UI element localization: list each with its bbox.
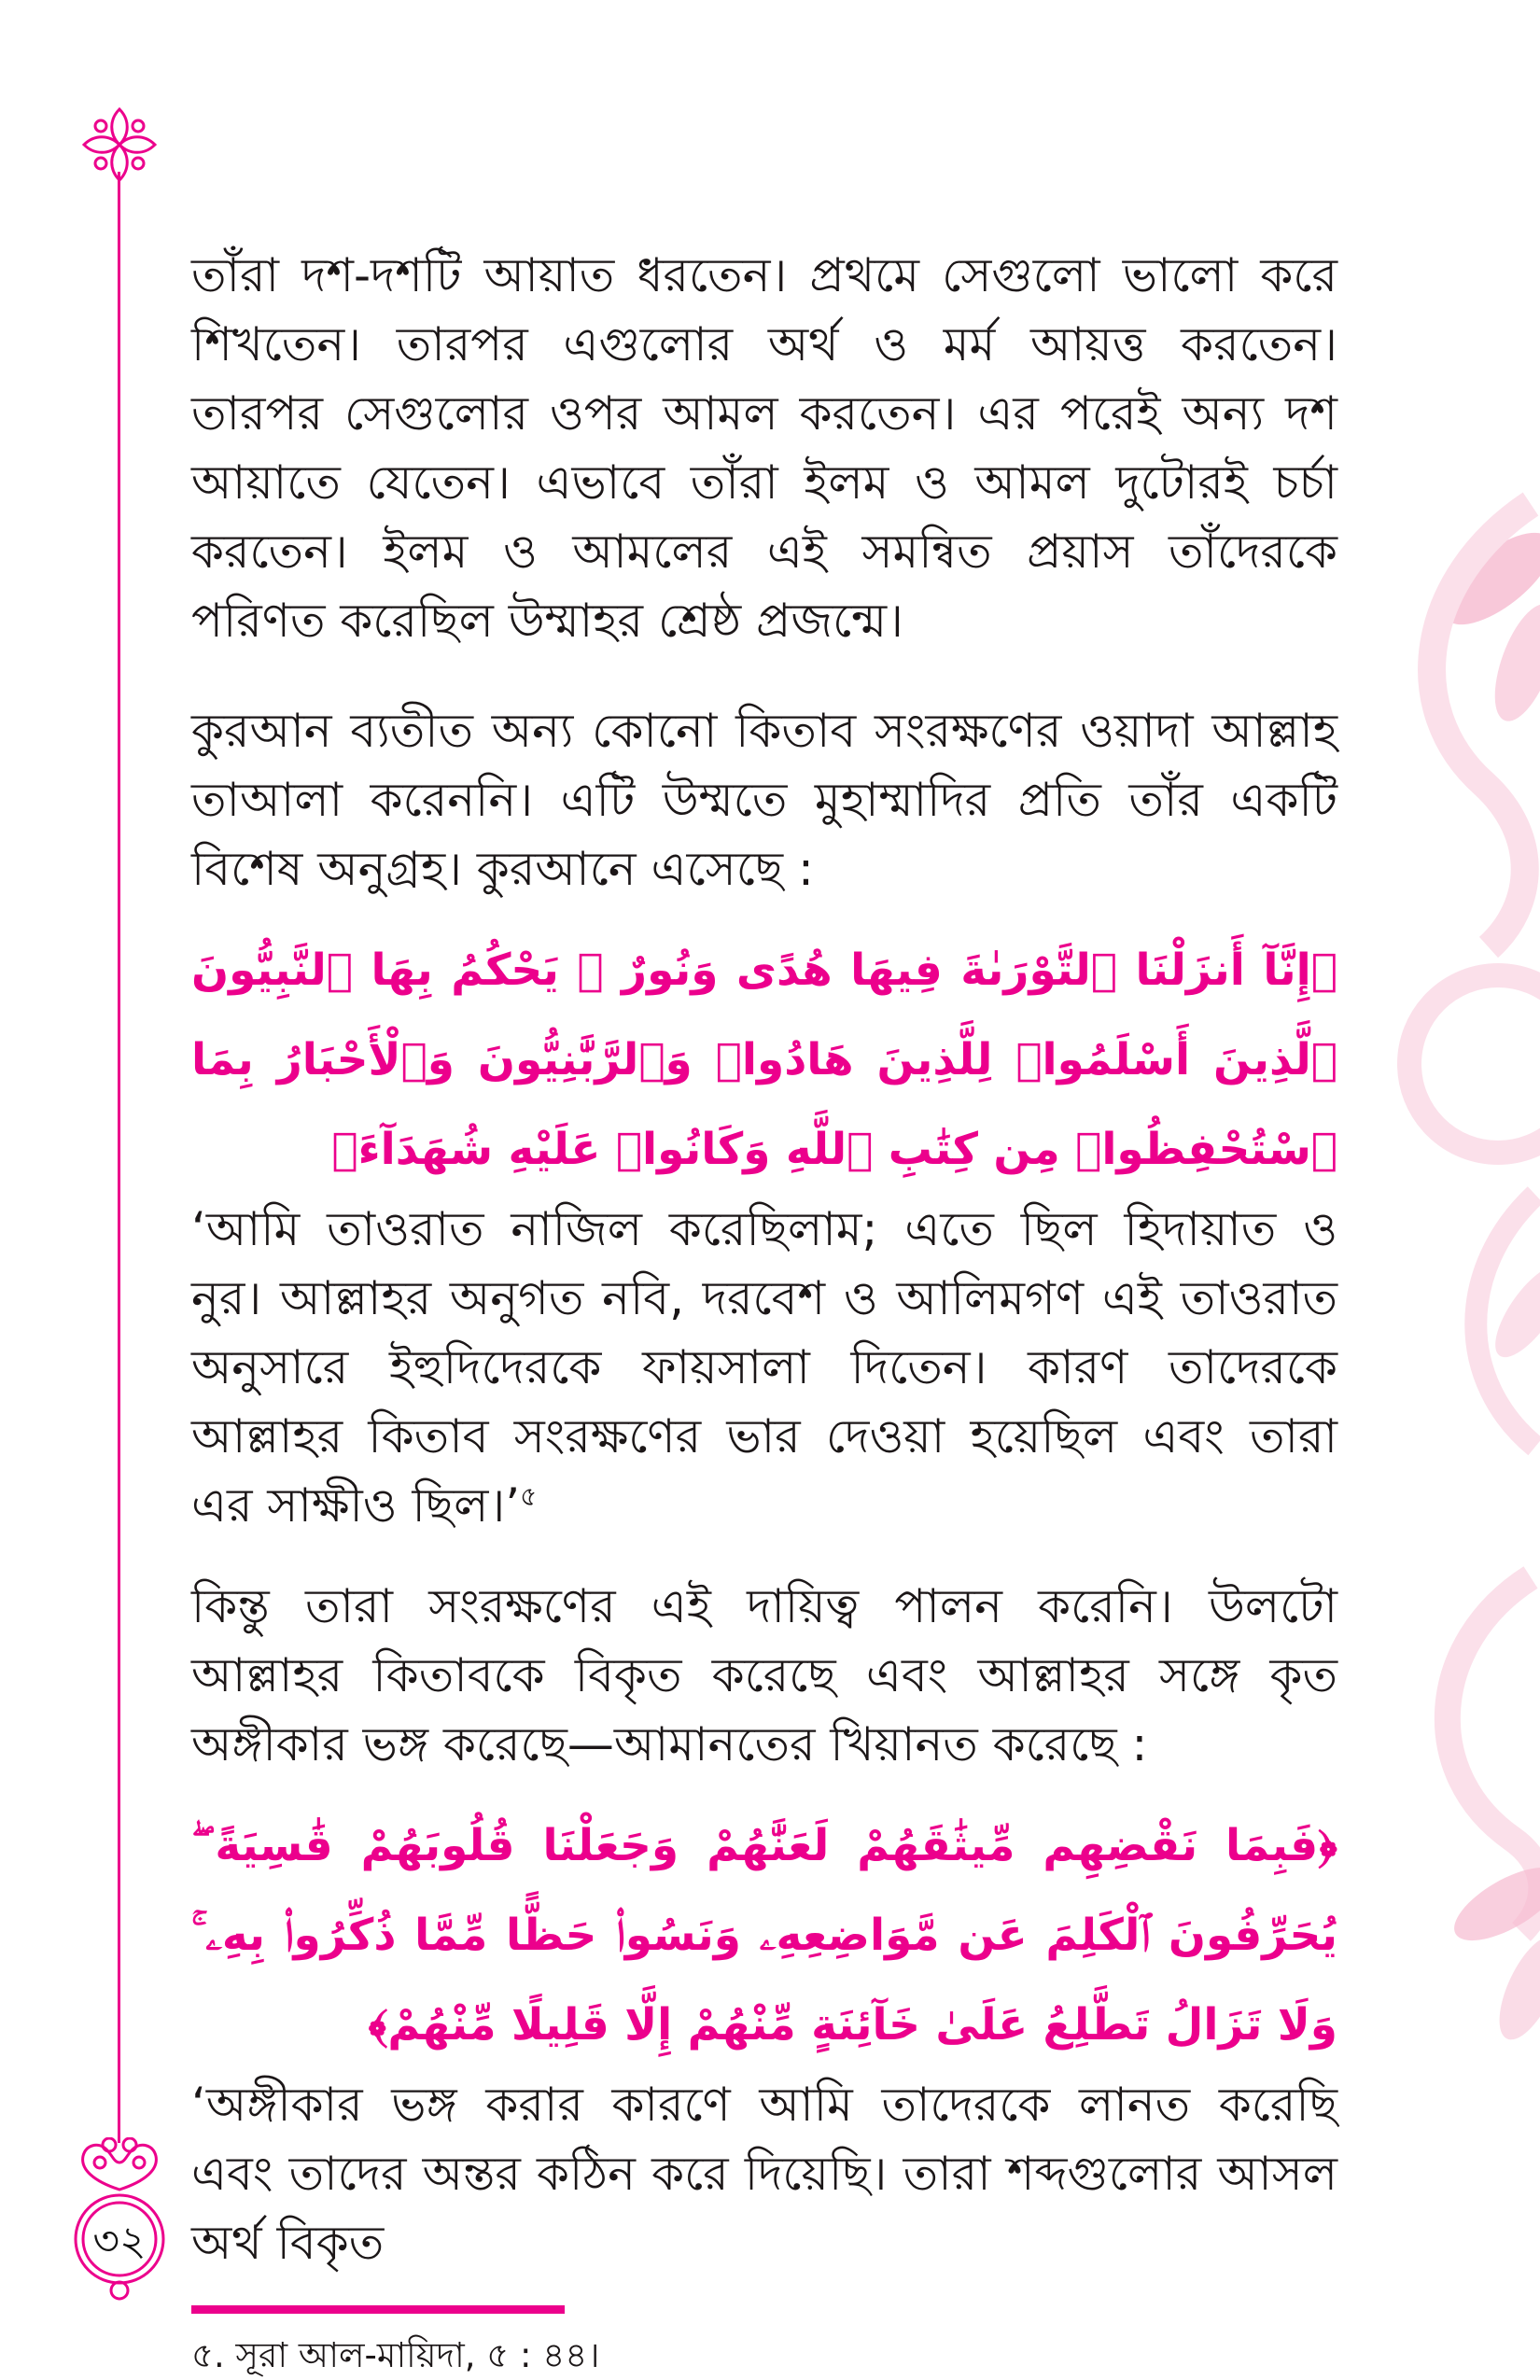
page-number: ৩২ (92, 2218, 147, 2265)
finial-curl (94, 2157, 105, 2168)
footnote-reference-5: ৫ (520, 1480, 538, 1512)
flower-dot (133, 120, 144, 132)
flower-petal (119, 137, 155, 153)
footnote-source: ৫. সূরা আল-মায়িদা, ৫ : ৪৪। (191, 2335, 600, 2375)
verse-translation-2-text: ‘অঙ্গীকার ভঙ্গ করার কারণে আমি তাদেরকে লানত করেছি এবং তাদের অন্তর কঠিন করে দিয়েছি। তারা শব্দগুলোর আসল অর্থ বিকৃত (191, 2078, 1337, 2270)
watermark-petal (1487, 1927, 1540, 2048)
footnote-separator-rule (191, 2305, 565, 2314)
verse-translation-1 (191, 1195, 1337, 1540)
watermark-swirl (1409, 975, 1540, 1153)
paragraph-learning-method: তাঁরা দশ-দশটি আয়াত ধরতেন। প্রথমে সেগুলো ভালো করে শিখতেন। তারপর এগুলোর অর্থ ও মর্ম আয়ত্ত করতেন। তারপর সেগুলোর ওপর আমল করতেন। এর পরেই অন্য দশ আয়াতে যেতেন। এভাবে তাঁরা ইলম ও আমল দুটোরই চর্চা করতেন। ইলম ও আমলের এই সমন্বিত প্রয়াস তাঁদেরকে পরিণত করেছিল উম্মাহর শ্রেষ্ঠ প্রজন্মে। (191, 248, 1337, 648)
flower-petal (84, 137, 119, 153)
flower-dot (95, 120, 106, 132)
finial-curl (133, 2157, 145, 2168)
paragraph-betrayal: কিন্তু তারা সংরক্ষণের এই দায়িত্ব পালন করেনি। উলটো আল্লাহর কিতাবকে বিকৃত করেছে এবং আল্লাহর সঙ্গে কৃত অঙ্গীকার ভঙ্গ করেছে—আমানতের খিয়ানত করেছে : (191, 1579, 1337, 1771)
text-column (191, 241, 1337, 2379)
watermark-petal (1482, 596, 1540, 729)
verse-translation-1-text: ‘আমি তাওরাত নাজিল করেছিলাম; এতে ছিল হিদায়াত ও নুর। আল্লাহর অনুগত নবি, দরবেশ ও আলিমগণ এই তাওরাত অনুসারে ইহুদিদেরকে ফায়সালা দিতেন। কারণ তাদেরকে আল্লাহর কিতাব সংরক্ষণের ভার দেওয়া হয়েছিল এবং তারা এর সাক্ষীও ছিল।’ (191, 1202, 1337, 1533)
medallion-drop (111, 2282, 128, 2299)
flower-dot (133, 158, 144, 169)
verse-translation-2 (191, 2070, 1337, 2277)
flower-dot (95, 158, 106, 169)
paragraph-quran-preservation: কুরআন ব্যতীত অন্য কোনো কিতাব সংরক্ষণের ওয়াদা আল্লাহ তাআলা করেননি। এটি উম্মতে মুহাম্মাদির প্রতি তাঁর একটি বিশেষ অনুগ্রহ। কুরআনে এসেছে : (191, 704, 1337, 896)
finial-heart (83, 2145, 157, 2190)
left-border-line (118, 172, 120, 2143)
quran-verse-arabic-5-44: ﴿إِنَّآ أَنزَلْنَا ٱلتَّوْرَىٰةَ فِيهَا هُدًى وَنُورٌ ۚ يَحْكُمُ بِهَا ٱلنَّبِيُّونَ ٱلَّذِينَ أَسْلَمُوا۟ لِلَّذِينَ هَادُوا۟ وَٱلرَّبَّٰنِيُّونَ وَٱلْأَحْبَارُ بِمَا ٱسْتُحْفِظُوا۟ مِن كِتَٰبِ ٱللَّهِ وَكَانُوا۟ عَلَيْهِ شُهَدَآءَ﴾ (191, 945, 1337, 1175)
quran-verse-arabic-5-13: ﴿فَبِمَا نَقْضِهِم مِّيثَٰقَهُمْ لَعَنَّٰهُمْ وَجَعَلْنَا قُلُوبَهُمْ قَٰسِيَةً ۖ يُحَرِّفُونَ ٱلْكَلِمَ عَن مَّوَاضِعِهِۦ وَنَسُوا۟ حَظًّا مِّمَّا ذُكِّرُوا۟ بِهِۦ ۚ وَلَا تَزَالُ تَطَّلِعُ عَلَىٰ خَآئِنَةٍ مِّنْهُمْ إِلَّا قَلِيلًا مِّنْهُمْ﴾ (191, 1820, 1337, 2051)
